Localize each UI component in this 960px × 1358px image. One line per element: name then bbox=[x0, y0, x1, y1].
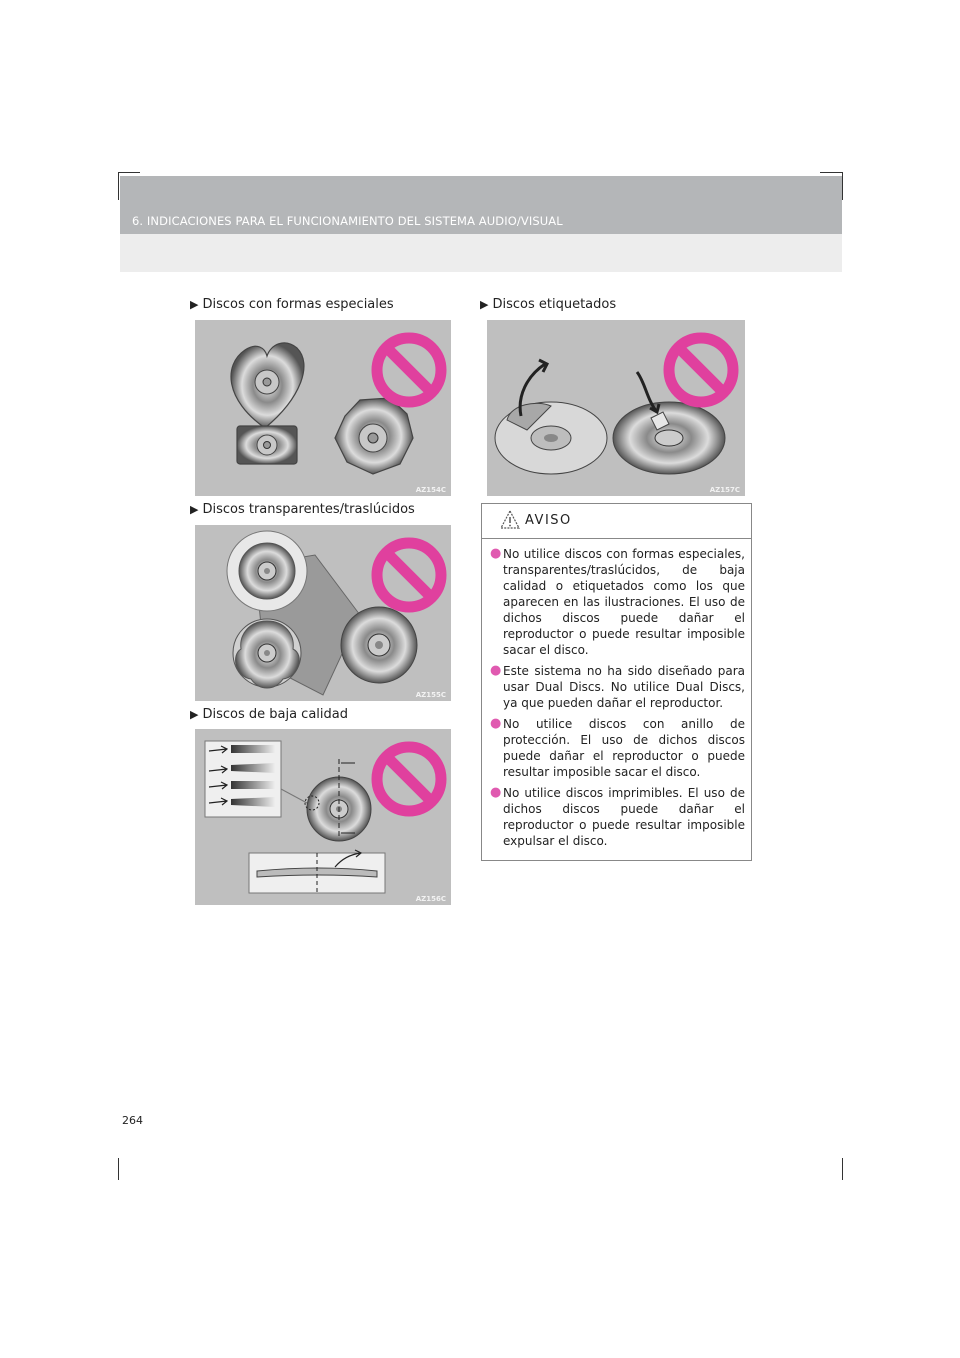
crop-mark bbox=[842, 1158, 843, 1180]
triangle-arrow-icon: ▶ bbox=[190, 298, 199, 311]
warning-box bbox=[481, 503, 752, 861]
figure-code: AZ156C bbox=[415, 895, 446, 903]
warning-title: AVISO bbox=[525, 513, 572, 528]
low-quality-discs-illustration bbox=[195, 729, 451, 905]
warning-triangle-icon bbox=[500, 510, 520, 530]
figure-special-shapes bbox=[195, 320, 451, 496]
page-number: 264 bbox=[122, 1114, 143, 1127]
warning-item: ● Este sistema no ha sido diseñado para usar Dual Discs. No utilice Dual Discs, ya que pueden dañar el reproductor. bbox=[490, 663, 745, 710]
header-band bbox=[120, 176, 842, 234]
crop-mark bbox=[118, 172, 119, 200]
section-label-special-shapes: ▶ Discos con formas especiales bbox=[190, 297, 394, 312]
transparent-discs-illustration bbox=[195, 525, 451, 701]
crop-mark bbox=[118, 1158, 119, 1180]
figure-code: AZ154C bbox=[415, 486, 446, 494]
triangle-arrow-icon: ▶ bbox=[480, 298, 489, 311]
figure-labeled bbox=[487, 320, 745, 496]
section-label-transparent: ▶ Discos transparentes/traslúcidos bbox=[190, 502, 415, 517]
figure-transparent bbox=[195, 525, 451, 701]
figure-code: AZ157C bbox=[709, 486, 740, 494]
labeled-discs-illustration bbox=[487, 320, 745, 496]
header-title: 6. INDICACIONES PARA EL FUNCIONAMIENTO DEL SISTEMA AUDIO/VISUAL bbox=[132, 214, 563, 228]
warning-item: ● No utilice discos con formas especiales, transparentes/traslúcidos, de baja calidad o etiquetados como los que aparecen en las ilustraciones. El uso de dichos discos puede dañar el reproductor o puede resultar imposible sacar el disco. bbox=[490, 546, 745, 657]
warning-header bbox=[482, 504, 751, 539]
bullet-icon: ● bbox=[490, 663, 502, 678]
triangle-arrow-icon: ▶ bbox=[190, 708, 199, 721]
crop-mark bbox=[820, 172, 842, 173]
crop-mark bbox=[118, 172, 140, 173]
warning-item: ● No utilice discos imprimibles. El uso de dichos discos puede dañar el reproductor o puede resultar imposible expulsar el disco. bbox=[490, 785, 745, 848]
section-label-labeled: ▶ Discos etiquetados bbox=[480, 297, 617, 312]
bullet-icon: ● bbox=[490, 716, 502, 731]
figure-code: AZ155C bbox=[415, 691, 446, 699]
warning-list bbox=[490, 546, 745, 854]
bullet-icon: ● bbox=[490, 546, 502, 561]
page-header bbox=[120, 176, 842, 272]
special-shapes-illustration bbox=[195, 320, 451, 496]
figure-low-quality bbox=[195, 729, 451, 905]
crop-mark bbox=[842, 172, 843, 200]
triangle-arrow-icon: ▶ bbox=[190, 503, 199, 516]
section-label-low-quality: ▶ Discos de baja calidad bbox=[190, 707, 348, 722]
bullet-icon: ● bbox=[490, 785, 502, 800]
warning-item: ● No utilice discos con anillo de protección. El uso de dichos discos puede dañar el reproductor o puede resultar imposible sacar el disco. bbox=[490, 716, 745, 779]
